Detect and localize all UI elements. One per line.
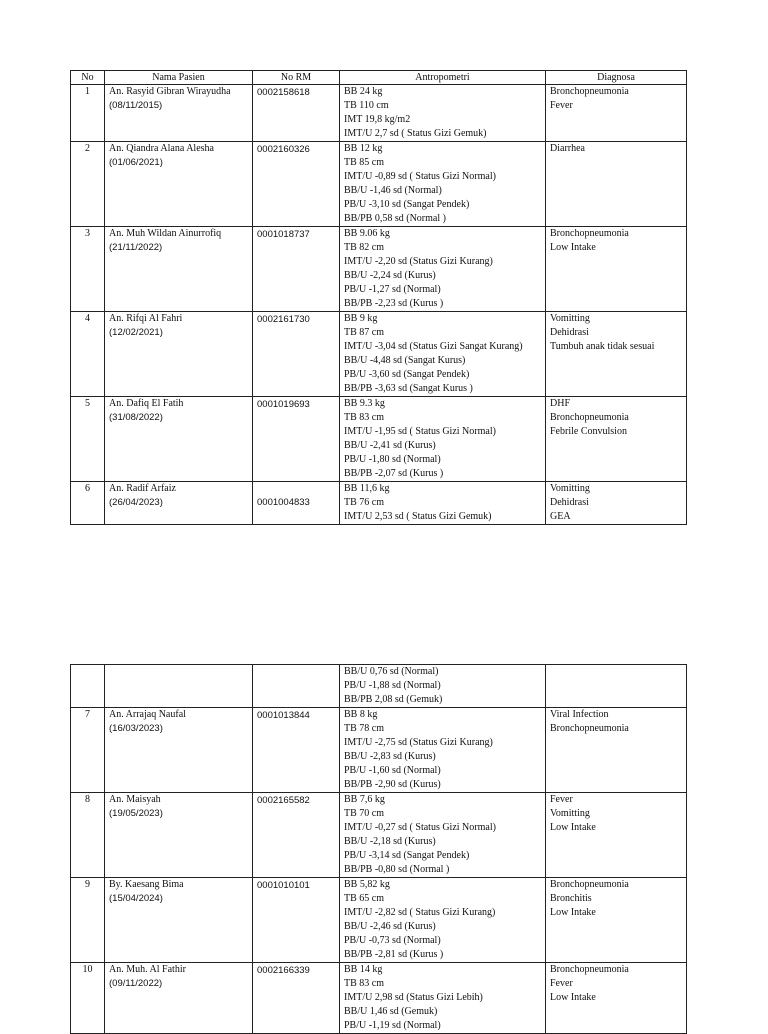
patient-birthdate: (31/08/2022) (109, 412, 163, 423)
header-anthropometry: Antropometri (340, 71, 546, 85)
anthropometry-cell (340, 793, 546, 878)
header-patient-name: Nama Pasien (105, 71, 253, 85)
diagnosis-line: Bronchopneumonia (550, 879, 629, 890)
row-number: 3 (71, 227, 105, 312)
anthropometry-line: IMT/U 2,98 sd (Status Gizi Lebih) (344, 992, 483, 1003)
patient-birthdate: (26/04/2023) (109, 497, 163, 508)
patient-name-cell (105, 482, 253, 525)
anthropometry-line: TB 82 cm (344, 242, 384, 253)
table-row (71, 665, 687, 708)
anthropometry-line: BB/PB -2,23 sd (Kurus ) (344, 298, 444, 309)
patient-birthdate: (21/11/2022) (109, 242, 163, 253)
diagnosis-line: Febrile Convulsion (550, 426, 627, 437)
medical-record-cell (253, 397, 340, 482)
row-number: 5 (71, 397, 105, 482)
anthropometry-line: BB/PB -2,81 sd (Kurus ) (344, 949, 444, 960)
anthropometry-line: BB/U -2,46 sd (Kurus) (344, 921, 436, 932)
patient-name-cell (105, 708, 253, 793)
diagnosis-line: Low Intake (550, 992, 596, 1003)
medical-record-number: 0001019693 (257, 399, 310, 410)
patient-name: An. Dafiq El Fatih (109, 398, 184, 409)
diagnosis-line: Viral Infection (550, 709, 609, 720)
anthropometry-line: BB/PB -2,90 sd (Kurus) (344, 779, 441, 790)
medical-record-number: 0002166339 (257, 965, 310, 976)
anthropometry-line: BB/U -2,18 sd (Kurus) (344, 836, 436, 847)
patient-birthdate: (12/02/2021) (109, 327, 163, 338)
table-row (71, 708, 687, 793)
patient-name-cell (105, 665, 253, 708)
anthropometry-line: TB 110 cm (344, 100, 389, 111)
patient-name: By. Kaesang Bima (109, 879, 184, 890)
table-row (71, 397, 687, 482)
anthropometry-line: BB 8 kg (344, 709, 378, 720)
anthropometry-line: BB 12 kg (344, 143, 383, 154)
diagnosis-cell (546, 878, 687, 963)
anthropometry-line: TB 83 cm (344, 978, 384, 989)
diagnosis-cell (546, 482, 687, 525)
table-row (71, 878, 687, 963)
patient-birthdate: (09/11/2022) (109, 978, 163, 989)
diagnosis-cell (546, 312, 687, 397)
patient-name-cell (105, 142, 253, 227)
diagnosis-line: GEA (550, 511, 571, 522)
diagnosis-cell (546, 142, 687, 227)
table-body-page-1 (71, 85, 687, 525)
table-row (71, 85, 687, 142)
patient-name-cell (105, 312, 253, 397)
medical-record-cell (253, 85, 340, 142)
anthropometry-cell (340, 878, 546, 963)
table-row (71, 312, 687, 397)
diagnosis-line: Bronchopneumonia (550, 723, 629, 734)
patient-name: An. Rasyid Gibran Wirayudha (109, 86, 231, 97)
patient-name: An. Maisyah (109, 794, 161, 805)
anthropometry-line: BB/U 0,76 sd (Normal) (344, 666, 439, 677)
anthropometry-line: PB/U -0,73 sd (Normal) (344, 935, 441, 946)
row-number: 2 (71, 142, 105, 227)
diagnosis-cell (546, 708, 687, 793)
medical-record-number: 0001010101 (257, 880, 310, 891)
anthropometry-cell (340, 312, 546, 397)
anthropometry-line: BB/U 1,46 sd (Gemuk) (344, 1006, 438, 1017)
anthropometry-line: PB/U -1,88 sd (Normal) (344, 680, 441, 691)
medical-record-number (257, 665, 335, 666)
anthropometry-line: BB 24 kg (344, 86, 383, 97)
diagnosis-line: Bronchitis (550, 893, 592, 904)
diagnosis-line: Vomitting (550, 313, 590, 324)
medical-record-number: 0002165582 (257, 795, 310, 806)
anthropometry-line: PB/U -3,60 sd (Sangat Pendek) (344, 369, 470, 380)
table-body-page-2 (71, 665, 687, 1034)
anthropometry-line: PB/U -3,10 sd (Sangat Pendek) (344, 199, 470, 210)
diagnosis-line: Bronchopneumonia (550, 964, 629, 975)
anthropometry-cell (340, 665, 546, 708)
anthropometry-line: BB/U -4,48 sd (Sangat Kurus) (344, 355, 466, 366)
medical-record-cell (253, 963, 340, 1034)
diagnosis-cell (546, 963, 687, 1034)
anthropometry-line: IMT/U 2,7 sd ( Status Gizi Gemuk) (344, 128, 487, 139)
diagnosis-line: Diarrhea (550, 143, 585, 154)
table-header-row (71, 71, 687, 85)
anthropometry-line: BB/PB -0,80 sd (Normal ) (344, 864, 450, 875)
patient-birthdate: (01/06/2021) (109, 157, 163, 168)
diagnosis-line: Tumbuh anak tidak sesuai (550, 341, 655, 352)
medical-record-cell (253, 793, 340, 878)
anthropometry-cell (340, 708, 546, 793)
anthropometry-line: TB 70 cm (344, 808, 384, 819)
diagnosis-line: Bronchopneumonia (550, 86, 629, 97)
anthropometry-line: BB 11,6 kg (344, 483, 390, 494)
anthropometry-line: PB/U -1,60 sd (Normal) (344, 765, 441, 776)
patient-name: An. Radif Arfaiz (109, 483, 176, 494)
table-row (71, 482, 687, 525)
patient-name-cell (105, 878, 253, 963)
medical-record-cell (253, 665, 340, 708)
row-number: 4 (71, 312, 105, 397)
anthropometry-line: BB/PB 0,58 sd (Normal ) (344, 213, 446, 224)
medical-record-cell (253, 482, 340, 525)
diagnosis-cell (546, 793, 687, 878)
patient-name: An. Muh. Al Fathir (109, 964, 186, 975)
anthropometry-line: TB 78 cm (344, 723, 384, 734)
diagnosis-line: Fever (550, 794, 573, 805)
anthropometry-line: TB 83 cm (344, 412, 384, 423)
medical-record-number: 0001013844 (257, 710, 310, 721)
anthropometry-line: IMT 19,8 kg/m2 (344, 114, 411, 125)
table-row (71, 963, 687, 1034)
table-row (71, 142, 687, 227)
anthropometry-line: BB/PB -3,63 sd (Sangat Kurus ) (344, 383, 473, 394)
anthropometry-line: IMT/U -2,75 sd (Status Gizi Kurang) (344, 737, 493, 748)
anthropometry-line: BB 14 kg (344, 964, 383, 975)
diagnosis-line: Dehidrasi (550, 327, 589, 338)
patient-table-page-1 (70, 70, 687, 525)
medical-record-cell (253, 227, 340, 312)
medical-record-cell (253, 142, 340, 227)
diagnosis-line: Dehidrasi (550, 497, 589, 508)
anthropometry-line: IMT/U -2,20 sd (Status Gizi Kurang) (344, 256, 493, 267)
medical-record-cell (253, 312, 340, 397)
medical-record-number: 0002158618 (257, 87, 310, 98)
anthropometry-line: PB/U -1,27 sd (Normal) (344, 284, 441, 295)
anthropometry-line: BB 7,6 kg (344, 794, 385, 805)
anthropometry-line: IMT/U -3,04 sd (Status Gizi Sangat Kurang) (344, 341, 523, 352)
medical-record-number: 0002160326 (257, 144, 310, 155)
anthropometry-line: TB 85 cm (344, 157, 384, 168)
anthropometry-line: BB 5,82 kg (344, 879, 390, 890)
medical-record-number: 0001004833 (257, 497, 310, 508)
anthropometry-cell (340, 397, 546, 482)
diagnosis-line: Low Intake (550, 242, 596, 253)
diagnosis-line: Low Intake (550, 907, 596, 918)
row-number: 7 (71, 708, 105, 793)
anthropometry-line: TB 76 cm (344, 497, 384, 508)
diagnosis-cell (546, 227, 687, 312)
diagnosis-line: Vomitting (550, 808, 590, 819)
patient-birthdate: (08/11/2015) (109, 100, 163, 111)
medical-record-cell (253, 708, 340, 793)
diagnosis-line: DHF (550, 398, 571, 409)
patient-birthdate: (16/03/2023) (109, 723, 163, 734)
anthropometry-line: IMT/U -1,95 sd ( Status Gizi Normal) (344, 426, 496, 437)
anthropometry-cell (340, 482, 546, 525)
patient-birthdate: (15/04/2024) (109, 893, 163, 904)
anthropometry-line: BB/U -2,24 sd (Kurus) (344, 270, 436, 281)
header-diagnosis: Diagnosa (546, 71, 687, 85)
table-row (71, 227, 687, 312)
anthropometry-line: IMT/U 2,53 sd ( Status Gizi Gemuk) (344, 511, 492, 522)
anthropometry-line: BB 9 kg (344, 313, 378, 324)
diagnosis-line: Fever (550, 100, 573, 111)
patient-name: An. Muh Wildan Ainurrofiq (109, 228, 222, 239)
anthropometry-line: TB 87 cm (344, 327, 384, 338)
patient-name-cell (105, 793, 253, 878)
anthropometry-line: IMT/U -0,89 sd ( Status Gizi Normal) (344, 171, 496, 182)
diagnosis-line: Bronchopneumonia (550, 228, 629, 239)
row-number: 9 (71, 878, 105, 963)
anthropometry-line: BB 9.3 kg (344, 398, 385, 409)
medical-record-number: 0001018737 (257, 229, 310, 240)
anthropometry-line: IMT/U -2,82 sd ( Status Gizi Kurang) (344, 907, 496, 918)
anthropometry-line: PB/U -1,19 sd (Normal) (344, 1020, 441, 1031)
row-number: 8 (71, 793, 105, 878)
row-number: 1 (71, 85, 105, 142)
diagnosis-cell (546, 85, 687, 142)
patient-birthdate: (19/05/2023) (109, 808, 163, 819)
header-no: No (71, 71, 105, 85)
patient-name-cell (105, 397, 253, 482)
row-number: 10 (71, 963, 105, 1034)
medical-record-number: 0002161730 (257, 314, 310, 325)
diagnosis-line: Fever (550, 978, 573, 989)
patient-table-page-2 (70, 664, 687, 1034)
patient-name: An. Qiandra Alana Alesha (109, 143, 214, 154)
patient-name: An. Arrajaq Naufal (109, 709, 186, 720)
anthropometry-line: BB/U -1,46 sd (Normal) (344, 185, 442, 196)
anthropometry-line: BB/U -2,83 sd (Kurus) (344, 751, 436, 762)
patient-name-cell (105, 227, 253, 312)
anthropometry-line: BB 9.06 kg (344, 228, 390, 239)
anthropometry-line: BB/PB -2,07 sd (Kurus ) (344, 468, 444, 479)
row-number (71, 665, 105, 708)
patient-name: An. Rifqi Al Fahri (109, 313, 183, 324)
header-medical-record: No RM (253, 71, 340, 85)
anthropometry-cell (340, 963, 546, 1034)
anthropometry-line: BB/U -2,41 sd (Kurus) (344, 440, 436, 451)
diagnosis-cell (546, 397, 687, 482)
anthropometry-line: TB 65 cm (344, 893, 384, 904)
diagnosis-line: Bronchopneumonia (550, 412, 629, 423)
diagnosis-line: Vomitting (550, 483, 590, 494)
patient-name-cell (105, 963, 253, 1034)
medical-record-cell (253, 878, 340, 963)
anthropometry-line: IMT/U -0,27 sd ( Status Gizi Normal) (344, 822, 496, 833)
anthropometry-cell (340, 85, 546, 142)
anthropometry-line: PB/U -3,14 sd (Sangat Pendek) (344, 850, 470, 861)
diagnosis-cell (546, 665, 687, 708)
table-row (71, 793, 687, 878)
diagnosis-line: Low Intake (550, 822, 596, 833)
patient-name-cell (105, 85, 253, 142)
row-number: 6 (71, 482, 105, 525)
anthropometry-line: BB/PB 2,08 sd (Gemuk) (344, 694, 443, 705)
anthropometry-cell (340, 227, 546, 312)
anthropometry-cell (340, 142, 546, 227)
anthropometry-line: PB/U -1,80 sd (Normal) (344, 454, 441, 465)
